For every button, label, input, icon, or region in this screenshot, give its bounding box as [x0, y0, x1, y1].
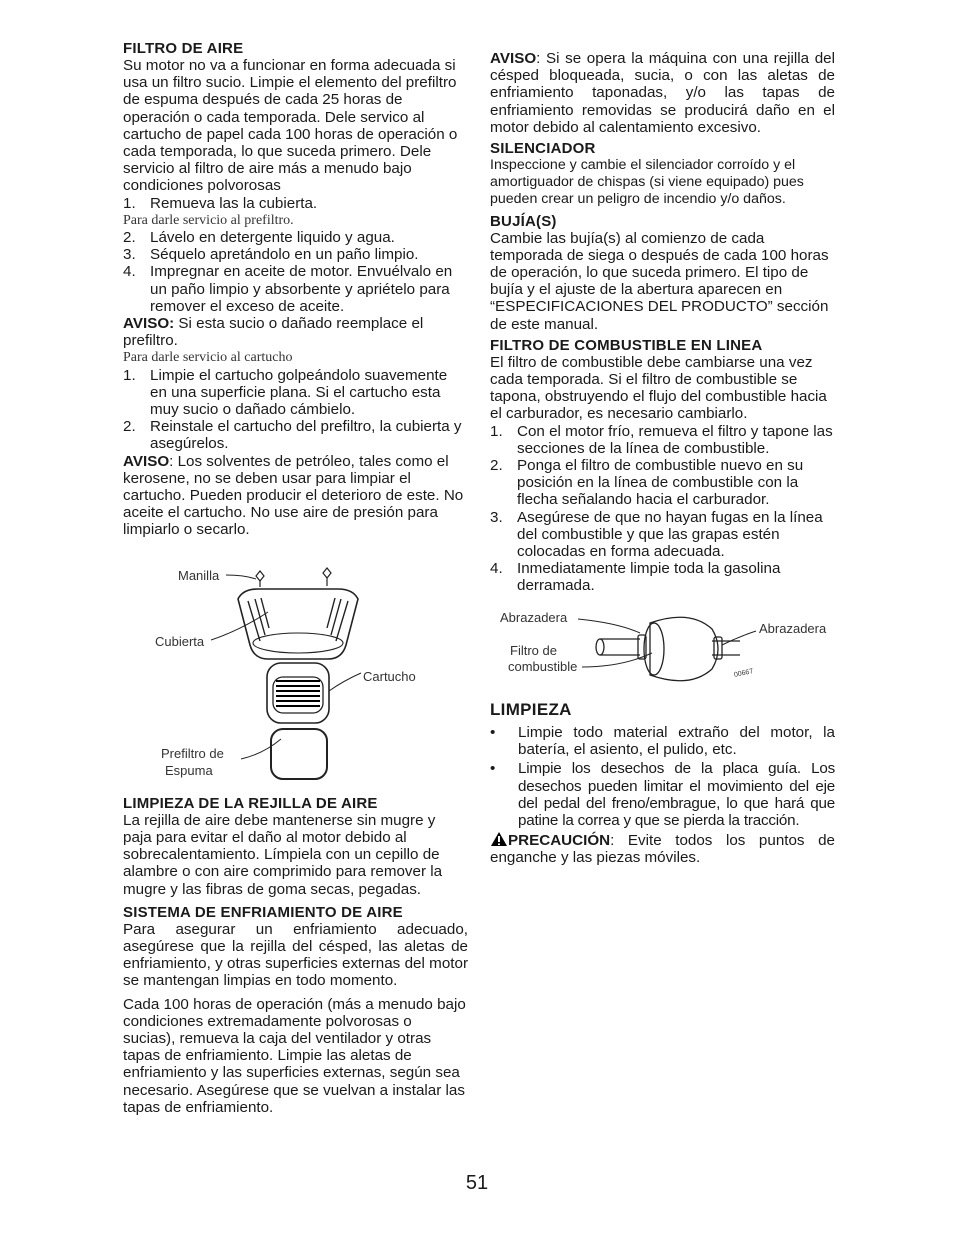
aviso-solventes: AVISO: Los solventes de petróleo, tales como el kerosene, no se deben usar para limpiar el cartucho. Pueden producir el deterioro de este. No aceite el cartucho. No use aire de presión para limpiarlo o secarlo.: [123, 452, 464, 539]
aviso-prefiltro: AVISO: Si esta sucio o dañado reemplace el prefiltro.: [123, 315, 424, 350]
air-filter-diagram: [123, 551, 468, 787]
list-item: 1. Con el motor frío, remueva el filtro y tapone las secciones de la línea de combustible.: [490, 422, 833, 457]
knob-left-icon: [256, 571, 264, 587]
aviso-rejilla-cesped: AVISO: Si se opera la máquina con una rejilla del césped bloqueada, sucia, o con las aletas de enfriamiento taponadas, y/o las tapas de enfriamiento removidas se producirá daño en el motor debido al calentamiento excesivo.: [490, 50, 835, 136]
list-item: 1. Remueva las la cubierta.: [123, 194, 318, 212]
section-title-bujia: BUJÍA(S): [490, 212, 557, 230]
section-title-rejilla: LIMPIEZA DE LA REJILLA DE AIRE: [123, 794, 378, 812]
prefiltro-step-list: [123, 229, 468, 315]
list-item: 1. Limpie el cartucho golpeándolo suavemente en una superficie plana. Si el cartucho esta muy sucio o dañado cámbielo.: [123, 366, 448, 419]
list-item: • Limpie los desechos de la placa guía. Los desechos pueden limitar el movimiento del eje del pedal del freno/embrague, lo que hará que patine la correa y que se pierda la tracción.: [490, 760, 835, 829]
list-item: 3. Asegúrese de que no hayan fugas en la línea del combustible y que las grapas estén colocadas en forma adecuada.: [490, 508, 823, 561]
list-item: 4. Impregnar en aceite de motor. Envuélvalo en un paño limpio y absorbente y apriételo para remover el exceso de aceite.: [123, 263, 453, 315]
filtro-step-list: [123, 195, 468, 212]
figure-code: 00667: [733, 667, 754, 679]
combustible-step-list: [490, 423, 835, 595]
silenciador-body: Inspeccione y cambie el silenciador corroído y el amortiguador de chispas (si viene equipado) pues pueden crear un peligro de incendio y/o daños.: [490, 157, 804, 208]
subheading-prefiltro: Para darle servicio al prefiltro.: [123, 212, 294, 228]
label-abrazadera-left: Abrazadera: [500, 609, 568, 625]
right-column: [490, 40, 835, 867]
label-prefiltro: Prefiltro de: [161, 745, 224, 761]
label-espuma: Espuma: [165, 762, 213, 778]
list-item: 4. Inmediatamente limpie toda la gasolina derramada.: [490, 560, 781, 595]
label-combustible: combustible: [508, 658, 578, 674]
subheading-cartucho: Para darle servicio al cartucho: [123, 350, 293, 366]
label-abrazadera-right: Abrazadera: [759, 620, 827, 636]
rejilla-body: La rejilla de aire debe mantenerse sin mugre y paja para evitar el daño al motor debido al sobrecalentamiento. Límpiela con un cepillo de alambre o con aire comprimido para remover la mugre y las fibras de goma secas, pegadas.: [123, 811, 443, 898]
knob-right-icon: [323, 568, 331, 586]
label-manilla: Manilla: [178, 567, 220, 583]
label-cubierta: Cubierta: [155, 633, 205, 649]
precaucion-note: PRECAUCIÓN: Evite todos los puntos de enganche y las piezas móviles.: [490, 832, 835, 867]
warning-triangle-icon: [490, 831, 508, 847]
filtro-body: Su motor no va a funcionar en forma adecuada si usa un filtro sucio. Limpie el elemento del prefiltro de espuma después de cada 25 horas de operación o cada temporada. Dele servico al cartucho de papel cada 100 horas de operación o cada temporada, lo que suceda primero. Dele servicio al filtro de aire más a menudo bajo condiciones polvorosas: [123, 57, 458, 195]
section-title-limpieza: LIMPIEZA: [490, 699, 572, 719]
cartucho-step-list: [123, 367, 468, 453]
limpieza-bullet-list: [490, 724, 835, 829]
page-number: 51: [465, 1172, 489, 1194]
list-item: 2. Reinstale el cartucho del prefiltro, la cubierta y asegúrelos.: [123, 418, 462, 453]
left-column: [123, 40, 468, 1116]
section-title-filtro-de-aire: FILTRO DE AIRE: [123, 40, 244, 57]
section-title-enfriamiento: SISTEMA DE ENFRIAMIENTO DE AIRE: [123, 903, 403, 921]
list-item: • Limpie todo material extraño del motor, la batería, el asiento, el pulido, etc.: [490, 723, 835, 759]
label-filtro-de: Filtro de: [510, 642, 557, 658]
section-title-silenciador: SILENCIADOR: [490, 140, 596, 158]
bujia-body: Cambie las bujía(s) al comienzo de cada temporada de siega o después de cada 100 horas de operación, lo que suceda primero. El tipo de bujía y el ajuste de la abertura aparecen en “ESPECIFICACIONES DEL PRODUCTO” sección de este manual.: [490, 229, 829, 333]
section-title-combustible: FILTRO DE COMBUSTIBLE EN LINEA: [490, 336, 763, 354]
list-item: 3. Séquelo apretándolo en un paño limpio.: [123, 246, 419, 264]
fuel-filter-diagram: [490, 605, 835, 689]
label-cartucho: Cartucho: [363, 668, 416, 684]
combustible-body: El filtro de combustible debe cambiarse una vez cada temporada. Si el filtro de combustible se tapona, obstruyendo el flujo del combustible hacia el carburador, es necesario cambiarlo.: [490, 353, 827, 423]
enfriamiento-body-1: Para asegurar un enfriamiento adecuado, asegúrese que la rejilla del césped, las aletas de enfriamiento, y otras superficies externas del motor se mantengan limpias en todo momento.: [123, 920, 468, 990]
list-item: 2. Lávelo en detergente liquido y agua.: [123, 229, 395, 247]
list-item: 2. Ponga el filtro de combustible nuevo en su posición en la línea de combustible con la flecha señalando hacia el carburador.: [490, 457, 804, 509]
enfriamiento-body-2: Cada 100 horas de operación (más a menudo bajo condiciones extremadamente polvorosas o sucias), remueva la caja del ventilador y otras tapas de enfriamiento. Limpie las aletas de enfriamiento y las superficies externas, según sea necesario. Asegúrese que se vuelvan a instalar las tapas de enfriamiento.: [123, 995, 466, 1116]
